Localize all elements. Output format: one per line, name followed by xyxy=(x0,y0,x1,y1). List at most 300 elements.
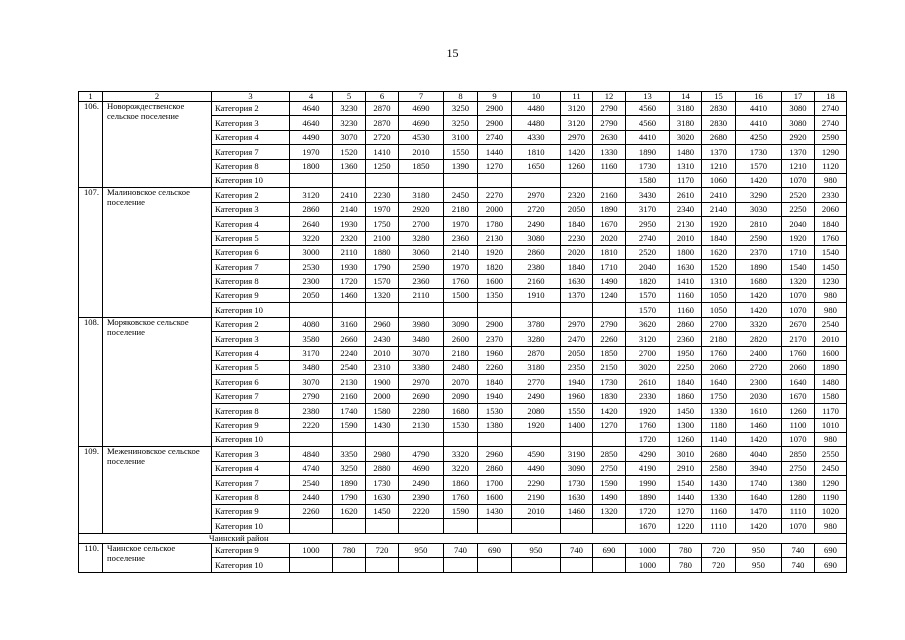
value-cell: 1480 xyxy=(670,145,702,159)
value-cell: 1390 xyxy=(444,159,478,173)
value-cell: 2590 xyxy=(399,260,444,274)
value-cell: 2040 xyxy=(626,260,670,274)
value-cell: 1590 xyxy=(444,504,478,518)
value-cell: 2550 xyxy=(815,447,847,461)
column-number-cell: 7 xyxy=(399,92,444,102)
value-cell: 1320 xyxy=(366,289,399,303)
row-number: 109. xyxy=(79,447,103,533)
value-cell: 1890 xyxy=(626,145,670,159)
value-cell xyxy=(561,432,593,446)
value-cell: 2140 xyxy=(702,202,736,216)
table-row xyxy=(79,102,847,116)
value-cell: 1330 xyxy=(702,490,736,504)
row-number: 106. xyxy=(79,102,103,188)
value-cell: 2180 xyxy=(444,202,478,216)
value-cell: 1020 xyxy=(815,504,847,518)
value-cell: 2920 xyxy=(782,130,815,144)
value-cell: 1970 xyxy=(444,260,478,274)
value-cell: 2860 xyxy=(478,461,512,475)
value-cell xyxy=(593,519,626,533)
value-cell xyxy=(561,558,593,572)
value-cell: 720 xyxy=(366,543,399,557)
value-cell: 1300 xyxy=(670,418,702,432)
value-cell: 1720 xyxy=(626,432,670,446)
value-cell: 2180 xyxy=(702,332,736,346)
value-cell: 3170 xyxy=(626,202,670,216)
value-cell: 1060 xyxy=(702,173,736,187)
value-cell: 1490 xyxy=(593,274,626,288)
value-cell: 2920 xyxy=(399,202,444,216)
value-cell: 1840 xyxy=(815,217,847,231)
value-cell: 1760 xyxy=(444,274,478,288)
value-cell xyxy=(444,432,478,446)
value-cell: 3250 xyxy=(333,461,366,475)
region-name: Чаинский район xyxy=(79,533,847,543)
value-cell: 690 xyxy=(478,543,512,557)
value-cell: 2090 xyxy=(444,389,478,403)
value-cell: 1420 xyxy=(561,145,593,159)
value-cell: 1760 xyxy=(444,490,478,504)
column-number-cell: 12 xyxy=(593,92,626,102)
value-cell: 4250 xyxy=(736,130,782,144)
value-cell: 1370 xyxy=(702,145,736,159)
value-cell: 1680 xyxy=(736,274,782,288)
value-cell xyxy=(561,519,593,533)
value-cell: 1490 xyxy=(593,490,626,504)
value-cell xyxy=(512,432,561,446)
value-cell xyxy=(399,432,444,446)
row-number: 110. xyxy=(79,543,103,572)
value-cell: 1670 xyxy=(782,389,815,403)
value-cell xyxy=(444,519,478,533)
value-cell: 950 xyxy=(399,543,444,557)
value-cell: 2130 xyxy=(333,375,366,389)
value-cell: 2010 xyxy=(366,346,399,360)
value-cell: 3070 xyxy=(399,346,444,360)
value-cell: 3220 xyxy=(290,231,333,245)
value-cell: 2470 xyxy=(561,332,593,346)
value-cell: 1890 xyxy=(333,476,366,490)
value-cell: 3230 xyxy=(333,102,366,116)
tariff-table xyxy=(78,91,847,573)
value-cell: 2140 xyxy=(444,245,478,259)
value-cell: 2020 xyxy=(593,231,626,245)
value-cell: 1420 xyxy=(736,519,782,533)
value-cell: 1890 xyxy=(593,202,626,216)
value-cell: 980 xyxy=(815,432,847,446)
value-cell: 740 xyxy=(444,543,478,557)
value-cell: 3220 xyxy=(444,461,478,475)
value-cell: 950 xyxy=(736,543,782,557)
value-cell: 1910 xyxy=(512,289,561,303)
value-cell: 3320 xyxy=(444,447,478,461)
value-cell: 1570 xyxy=(626,289,670,303)
value-cell: 780 xyxy=(670,558,702,572)
value-cell: 3480 xyxy=(399,332,444,346)
value-cell: 720 xyxy=(702,543,736,557)
value-cell xyxy=(478,303,512,317)
value-cell: 2000 xyxy=(478,202,512,216)
value-cell xyxy=(478,173,512,187)
value-cell: 1450 xyxy=(670,404,702,418)
value-cell: 3250 xyxy=(444,102,478,116)
value-cell: 2970 xyxy=(561,317,593,331)
value-cell: 1640 xyxy=(782,375,815,389)
value-cell: 1580 xyxy=(626,173,670,187)
value-cell: 2060 xyxy=(702,361,736,375)
value-cell: 1990 xyxy=(626,476,670,490)
value-cell: 2110 xyxy=(399,289,444,303)
value-cell: 1600 xyxy=(815,346,847,360)
value-cell: 1730 xyxy=(626,159,670,173)
category-cell: Категория 10 xyxy=(212,432,290,446)
value-cell: 4480 xyxy=(512,116,561,130)
value-cell: 3320 xyxy=(736,317,782,331)
value-cell: 2330 xyxy=(815,188,847,202)
value-cell: 3180 xyxy=(399,188,444,202)
category-cell: Категория 4 xyxy=(212,346,290,360)
value-cell: 1370 xyxy=(782,145,815,159)
value-cell: 3180 xyxy=(670,116,702,130)
value-cell: 2360 xyxy=(399,274,444,288)
value-cell: 2640 xyxy=(290,217,333,231)
value-cell: 740 xyxy=(561,543,593,557)
value-cell: 2320 xyxy=(333,231,366,245)
value-cell: 4690 xyxy=(399,102,444,116)
value-cell: 980 xyxy=(815,289,847,303)
value-cell: 2700 xyxy=(399,217,444,231)
column-number-cell: 11 xyxy=(561,92,593,102)
value-cell: 2360 xyxy=(670,332,702,346)
value-cell: 1270 xyxy=(670,504,702,518)
category-cell: Категория 3 xyxy=(212,202,290,216)
value-cell: 2820 xyxy=(736,332,782,346)
column-number-cell: 8 xyxy=(444,92,478,102)
value-cell: 1480 xyxy=(815,375,847,389)
value-cell: 4790 xyxy=(399,447,444,461)
value-cell: 1890 xyxy=(815,361,847,375)
value-cell: 3080 xyxy=(782,102,815,116)
value-cell xyxy=(333,303,366,317)
value-cell: 1140 xyxy=(702,432,736,446)
value-cell: 1170 xyxy=(815,404,847,418)
value-cell: 4290 xyxy=(626,447,670,461)
value-cell: 1590 xyxy=(593,476,626,490)
value-cell: 4740 xyxy=(290,461,333,475)
value-cell: 3940 xyxy=(736,461,782,475)
value-cell: 1000 xyxy=(626,543,670,557)
value-cell: 2080 xyxy=(512,404,561,418)
value-cell xyxy=(593,432,626,446)
value-cell: 1310 xyxy=(702,274,736,288)
category-cell: Категория 2 xyxy=(212,102,290,116)
value-cell: 2220 xyxy=(290,418,333,432)
value-cell: 1730 xyxy=(366,476,399,490)
value-cell: 1820 xyxy=(478,260,512,274)
value-cell: 2160 xyxy=(333,389,366,403)
value-cell: 2680 xyxy=(702,130,736,144)
value-cell: 2970 xyxy=(561,130,593,144)
value-cell: 1550 xyxy=(561,404,593,418)
value-cell xyxy=(366,519,399,533)
value-cell: 2260 xyxy=(593,332,626,346)
value-cell: 1110 xyxy=(782,504,815,518)
value-cell: 2810 xyxy=(736,217,782,231)
value-cell: 1320 xyxy=(782,274,815,288)
column-number-cell: 15 xyxy=(702,92,736,102)
value-cell: 3780 xyxy=(512,317,561,331)
value-cell: 2430 xyxy=(366,332,399,346)
value-cell: 1530 xyxy=(444,418,478,432)
value-cell: 2160 xyxy=(512,274,561,288)
value-cell: 2910 xyxy=(670,461,702,475)
value-cell: 2190 xyxy=(512,490,561,504)
value-cell: 2830 xyxy=(702,102,736,116)
value-cell: 1180 xyxy=(702,418,736,432)
value-cell xyxy=(399,303,444,317)
table-row xyxy=(79,188,847,202)
column-number-cell: 4 xyxy=(290,92,333,102)
value-cell: 1760 xyxy=(782,346,815,360)
value-cell: 1420 xyxy=(736,173,782,187)
value-cell: 2970 xyxy=(399,375,444,389)
value-cell: 3380 xyxy=(399,361,444,375)
category-cell: Категория 8 xyxy=(212,159,290,173)
value-cell: 1930 xyxy=(333,260,366,274)
value-cell: 2010 xyxy=(670,231,702,245)
value-cell: 3580 xyxy=(290,332,333,346)
value-cell: 1970 xyxy=(366,202,399,216)
value-cell: 1590 xyxy=(333,418,366,432)
value-cell xyxy=(444,303,478,317)
value-cell: 3060 xyxy=(399,245,444,259)
value-cell: 1070 xyxy=(782,289,815,303)
value-cell: 2790 xyxy=(593,102,626,116)
value-cell: 950 xyxy=(512,543,561,557)
value-cell xyxy=(290,303,333,317)
value-cell: 2850 xyxy=(782,447,815,461)
value-cell: 2610 xyxy=(626,375,670,389)
value-cell: 2370 xyxy=(478,332,512,346)
value-cell: 2980 xyxy=(366,447,399,461)
value-cell: 4080 xyxy=(290,317,333,331)
value-cell: 2540 xyxy=(290,476,333,490)
category-cell: Категория 6 xyxy=(212,375,290,389)
value-cell: 2380 xyxy=(512,260,561,274)
value-cell: 2110 xyxy=(333,245,366,259)
value-cell: 2960 xyxy=(366,317,399,331)
value-cell xyxy=(593,558,626,572)
value-cell: 4490 xyxy=(290,130,333,144)
value-cell: 1670 xyxy=(593,217,626,231)
value-cell: 2060 xyxy=(815,202,847,216)
value-cell: 1970 xyxy=(444,217,478,231)
value-cell: 2240 xyxy=(333,346,366,360)
value-cell: 2480 xyxy=(444,361,478,375)
value-cell xyxy=(512,173,561,187)
value-cell: 1430 xyxy=(478,504,512,518)
value-cell: 4840 xyxy=(290,447,333,461)
table-row xyxy=(79,317,847,331)
value-cell: 2390 xyxy=(399,490,444,504)
category-cell: Категория 9 xyxy=(212,504,290,518)
value-cell: 1940 xyxy=(561,375,593,389)
value-cell: 1000 xyxy=(626,558,670,572)
value-cell: 2830 xyxy=(702,116,736,130)
value-cell: 1420 xyxy=(736,289,782,303)
value-cell: 1050 xyxy=(702,303,736,317)
value-cell xyxy=(561,303,593,317)
value-cell: 1860 xyxy=(670,389,702,403)
value-cell: 3280 xyxy=(399,231,444,245)
value-cell: 2030 xyxy=(736,389,782,403)
value-cell: 2540 xyxy=(815,317,847,331)
value-cell: 1800 xyxy=(290,159,333,173)
value-cell: 3000 xyxy=(290,245,333,259)
value-cell: 2680 xyxy=(702,447,736,461)
value-cell: 2230 xyxy=(561,231,593,245)
table-row xyxy=(79,447,847,461)
value-cell: 3230 xyxy=(333,116,366,130)
value-cell xyxy=(593,173,626,187)
value-cell: 1270 xyxy=(593,418,626,432)
value-cell: 2050 xyxy=(290,289,333,303)
category-cell: Категория 5 xyxy=(212,231,290,245)
value-cell: 2050 xyxy=(561,202,593,216)
value-cell: 1400 xyxy=(561,418,593,432)
value-cell: 3100 xyxy=(444,130,478,144)
value-cell: 1840 xyxy=(670,375,702,389)
value-cell: 1600 xyxy=(478,490,512,504)
category-cell: Категория 4 xyxy=(212,461,290,475)
value-cell: 2270 xyxy=(478,188,512,202)
value-cell: 2590 xyxy=(815,130,847,144)
value-cell: 3090 xyxy=(561,461,593,475)
value-cell: 3980 xyxy=(399,317,444,331)
value-cell: 2870 xyxy=(366,116,399,130)
category-cell: Категория 2 xyxy=(212,317,290,331)
value-cell: 1810 xyxy=(593,245,626,259)
value-cell: 2160 xyxy=(593,188,626,202)
value-cell: 2280 xyxy=(399,404,444,418)
value-cell: 1570 xyxy=(626,303,670,317)
value-cell: 720 xyxy=(702,558,736,572)
settlement-name: Малиновское сельское поселение xyxy=(103,188,212,318)
value-cell: 1260 xyxy=(782,404,815,418)
column-number-cell: 3 xyxy=(212,92,290,102)
value-cell: 1760 xyxy=(815,231,847,245)
value-cell: 2740 xyxy=(626,231,670,245)
value-cell: 3430 xyxy=(626,188,670,202)
value-cell: 2380 xyxy=(290,404,333,418)
value-cell: 1920 xyxy=(702,217,736,231)
value-cell: 1380 xyxy=(782,476,815,490)
category-cell: Категория 4 xyxy=(212,130,290,144)
category-cell: Категория 3 xyxy=(212,447,290,461)
value-cell: 1540 xyxy=(815,245,847,259)
value-cell: 1540 xyxy=(782,260,815,274)
value-cell: 1320 xyxy=(593,504,626,518)
value-cell: 1710 xyxy=(782,245,815,259)
value-cell: 4690 xyxy=(399,116,444,130)
value-cell: 1500 xyxy=(444,289,478,303)
value-cell: 1670 xyxy=(626,519,670,533)
category-cell: Категория 8 xyxy=(212,404,290,418)
value-cell: 1780 xyxy=(478,217,512,231)
value-cell xyxy=(290,558,333,572)
value-cell xyxy=(290,432,333,446)
value-cell: 4640 xyxy=(290,116,333,130)
value-cell: 2070 xyxy=(444,375,478,389)
value-cell: 3190 xyxy=(561,447,593,461)
value-cell: 1570 xyxy=(736,159,782,173)
value-cell: 1160 xyxy=(593,159,626,173)
value-cell xyxy=(333,558,366,572)
value-cell: 2220 xyxy=(399,504,444,518)
column-number-cell: 10 xyxy=(512,92,561,102)
value-cell: 1800 xyxy=(670,245,702,259)
value-cell: 1260 xyxy=(670,432,702,446)
row-number: 108. xyxy=(79,317,103,447)
table-row xyxy=(79,543,847,557)
value-cell: 2490 xyxy=(512,389,561,403)
value-cell: 690 xyxy=(593,543,626,557)
value-cell: 1680 xyxy=(444,404,478,418)
row-number: 107. xyxy=(79,188,103,318)
category-cell: Категория 10 xyxy=(212,173,290,187)
value-cell: 1920 xyxy=(782,231,815,245)
value-cell: 2740 xyxy=(815,116,847,130)
value-cell: 3080 xyxy=(782,116,815,130)
value-cell: 1710 xyxy=(593,260,626,274)
value-cell: 1730 xyxy=(736,145,782,159)
column-number-cell: 9 xyxy=(478,92,512,102)
value-cell: 1450 xyxy=(366,504,399,518)
value-cell: 3010 xyxy=(670,447,702,461)
value-cell: 1520 xyxy=(702,260,736,274)
value-cell: 1630 xyxy=(670,260,702,274)
value-cell: 2880 xyxy=(366,461,399,475)
value-cell: 3090 xyxy=(444,317,478,331)
column-number-cell: 5 xyxy=(333,92,366,102)
value-cell: 1740 xyxy=(736,476,782,490)
value-cell: 1420 xyxy=(593,404,626,418)
value-cell: 1420 xyxy=(736,432,782,446)
value-cell xyxy=(478,558,512,572)
value-cell: 1360 xyxy=(333,159,366,173)
value-cell xyxy=(290,173,333,187)
value-cell: 1010 xyxy=(815,418,847,432)
value-cell: 1920 xyxy=(478,245,512,259)
value-cell: 2870 xyxy=(366,102,399,116)
value-cell: 3070 xyxy=(333,130,366,144)
settlement-name: Моряковское сельское поселение xyxy=(103,317,212,447)
value-cell: 2770 xyxy=(512,375,561,389)
value-cell: 2010 xyxy=(399,145,444,159)
value-cell: 1820 xyxy=(626,274,670,288)
settlement-name: Межениновское сельское поселение xyxy=(103,447,212,533)
column-number-cell: 16 xyxy=(736,92,782,102)
value-cell: 4480 xyxy=(512,102,561,116)
value-cell: 980 xyxy=(815,303,847,317)
value-cell: 2520 xyxy=(782,188,815,202)
value-cell: 1120 xyxy=(815,159,847,173)
category-cell: Категория 4 xyxy=(212,217,290,231)
value-cell: 2060 xyxy=(782,361,815,375)
value-cell: 1740 xyxy=(333,404,366,418)
value-cell: 1530 xyxy=(478,404,512,418)
value-cell: 1190 xyxy=(815,490,847,504)
